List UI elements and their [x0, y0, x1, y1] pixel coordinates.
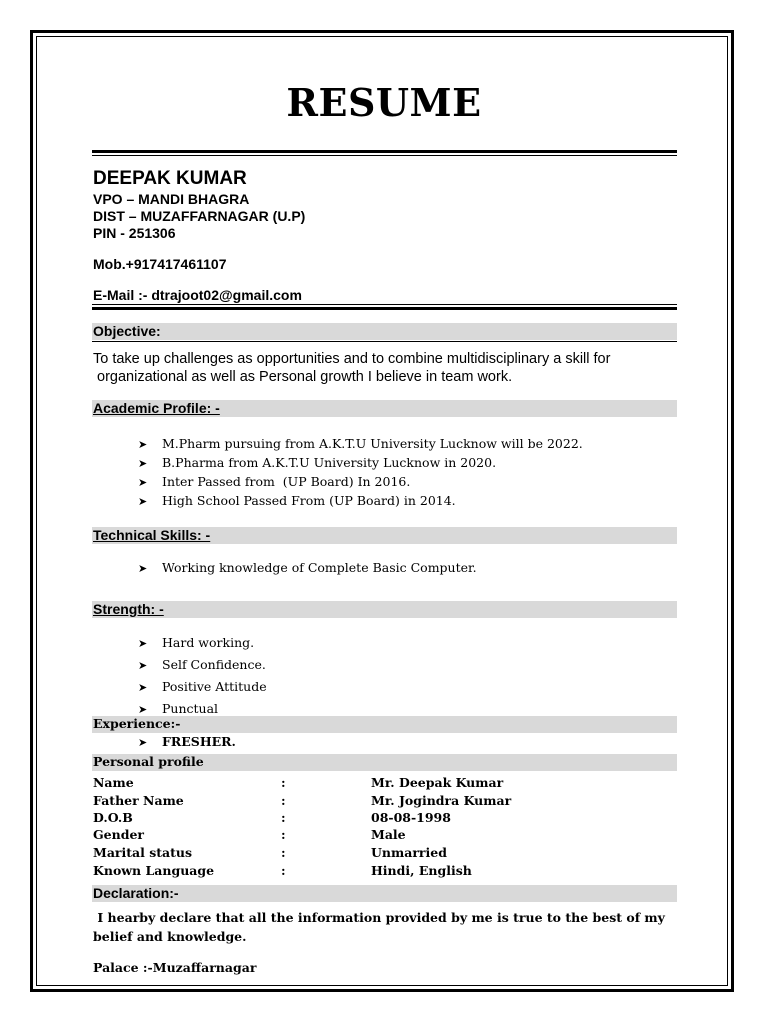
- strength-item: Punctual: [162, 701, 219, 716]
- profile-key: Father Name: [93, 793, 184, 808]
- profile-row: [93, 793, 653, 810]
- profile-value: 08-08-1998: [371, 810, 451, 825]
- mobile-number: Mob.+917417461107: [93, 256, 227, 272]
- list-item: [138, 632, 267, 654]
- arrow-bullet-icon: ➤: [138, 637, 148, 650]
- technical-item: Working knowledge of Complete Basic Computer.: [162, 560, 477, 575]
- profile-key: Marital status: [93, 845, 193, 860]
- arrow-bullet-icon: ➤: [138, 681, 148, 694]
- arrow-bullet-icon: ➤: [138, 736, 148, 749]
- technical-heading: Technical Skills: -: [93, 527, 211, 543]
- objective-bar: [92, 323, 677, 340]
- academic-item: B.Pharma from A.K.T.U University Lucknow in 2020.: [162, 455, 497, 470]
- academic-heading: Academic Profile: -: [93, 400, 220, 416]
- address-line: VPO – MANDI BHAGRA: [93, 191, 250, 207]
- profile-separator: :: [281, 810, 286, 825]
- strength-list: [138, 632, 267, 720]
- header-rule-bottom-thin: [92, 304, 677, 305]
- profile-separator: :: [281, 793, 286, 808]
- profile-separator: :: [281, 775, 286, 790]
- profile-key: Known Language: [93, 863, 215, 878]
- list-item: [138, 435, 583, 454]
- list-item: [138, 654, 267, 676]
- profile-key: Gender: [93, 827, 144, 842]
- list-item: [138, 559, 477, 578]
- header-rule-top-thin: [92, 155, 677, 156]
- list-item: [138, 676, 267, 698]
- objective-text-line: To take up challenges as opportunities and to combine multidisciplinary a skill for: [93, 351, 611, 367]
- profile-separator: :: [281, 845, 286, 860]
- academic-item: M.Pharm pursuing from A.K.T.U University Lucknow will be 2022.: [162, 436, 583, 451]
- academic-item: Inter Passed from (UP Board) In 2016.: [162, 474, 411, 489]
- declaration-heading: Declaration:-: [93, 885, 179, 901]
- objective-rule: [92, 341, 677, 342]
- technical-list: [138, 559, 477, 578]
- profile-key: Name: [93, 775, 134, 790]
- profile-row: [93, 810, 653, 827]
- profile-value: Hindi, English: [371, 863, 472, 878]
- arrow-bullet-icon: ➤: [138, 659, 148, 672]
- profile-separator: :: [281, 827, 286, 842]
- address-line: PIN - 251306: [93, 225, 176, 241]
- header-rule-top: [92, 150, 677, 153]
- experience-item: FRESHER.: [162, 734, 236, 749]
- profile-row: [93, 845, 653, 862]
- profile-row: [93, 775, 653, 792]
- profile-row: [93, 863, 653, 880]
- list-item: [138, 492, 583, 511]
- document-title: RESUME: [286, 80, 482, 125]
- academic-item: High School Passed From (UP Board) in 2014.: [162, 493, 456, 508]
- objective-text-line: organizational as well as Personal growth I believe in team work.: [93, 369, 513, 385]
- personal-heading: Personal profile: [93, 754, 204, 769]
- arrow-bullet-icon: ➤: [138, 703, 148, 716]
- academic-list: [138, 435, 583, 511]
- strength-item: Positive Attitude: [162, 679, 267, 694]
- declaration-bar: [92, 885, 677, 902]
- list-item: [138, 473, 583, 492]
- address-line: DIST – MUZAFFARNAGAR (U.P): [93, 208, 306, 224]
- strength-item: Self Confidence.: [162, 657, 266, 672]
- candidate-name: DEEPAK KUMAR: [93, 168, 247, 189]
- profile-value: Unmarried: [371, 845, 447, 860]
- arrow-bullet-icon: ➤: [138, 457, 148, 470]
- strength-item: Hard working.: [162, 635, 255, 650]
- profile-value: Male: [371, 827, 406, 842]
- declaration-text-line: belief and knowledge.: [93, 929, 247, 944]
- arrow-bullet-icon: ➤: [138, 476, 148, 489]
- experience-list: [138, 733, 236, 752]
- strength-heading: Strength: -: [93, 601, 164, 617]
- place-line: Palace :-Muzaffarnagar: [93, 960, 257, 975]
- list-item: [138, 733, 236, 752]
- objective-heading: Objective:: [93, 323, 161, 339]
- profile-row: [93, 827, 653, 844]
- profile-value: Mr. Jogindra Kumar: [371, 793, 512, 808]
- arrow-bullet-icon: ➤: [138, 495, 148, 508]
- declaration-text-line: I hearby declare that all the information provided by me is true to the best of my: [93, 910, 665, 925]
- header-rule-bottom: [92, 307, 677, 310]
- profile-value: Mr. Deepak Kumar: [371, 775, 504, 790]
- arrow-bullet-icon: ➤: [138, 562, 148, 575]
- experience-heading: Experience:-: [93, 716, 181, 731]
- strength-bar: [92, 601, 677, 618]
- arrow-bullet-icon: ➤: [138, 438, 148, 451]
- list-item: [138, 454, 583, 473]
- email-address: E-Mail :- dtrajoot02@gmail.com: [93, 287, 302, 303]
- profile-key: D.O.B: [93, 810, 133, 825]
- profile-separator: :: [281, 863, 286, 878]
